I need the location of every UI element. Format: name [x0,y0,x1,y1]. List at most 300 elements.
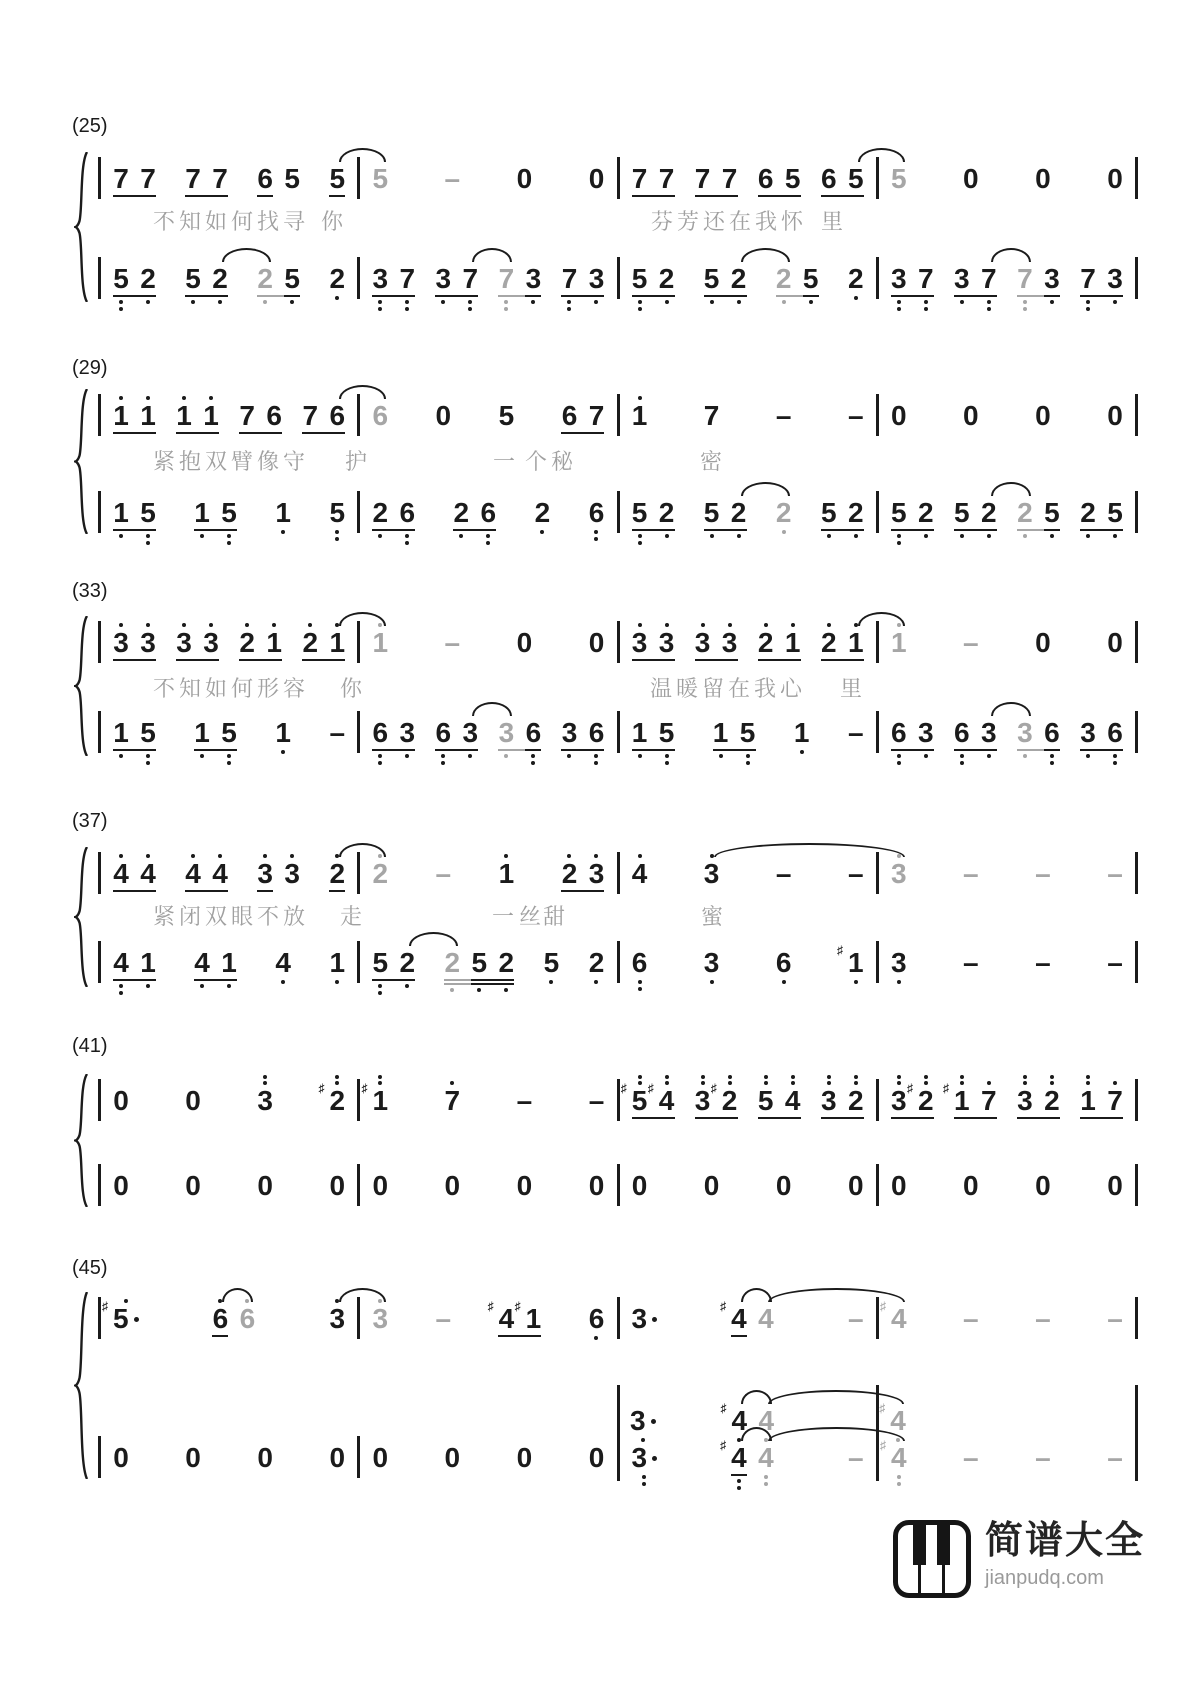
beam-line [113,659,140,662]
octave-dots-below [665,754,669,765]
note-body [981,499,997,527]
beat-group [372,1290,388,1336]
octave-dots-below [146,984,150,988]
note [963,387,979,433]
beam-line [140,195,156,198]
note-digit: 3 [954,263,970,294]
octave-dots-below [897,754,901,765]
beam-area [659,657,675,661]
note-body [785,1087,801,1115]
note [836,934,864,984]
note-body [848,499,864,527]
beam-line [462,295,478,298]
beam-area [525,747,541,751]
note-body [589,949,605,977]
note-digit: 0 [516,1442,533,1473]
note [372,614,388,660]
lyric-char: 里 [840,676,863,701]
note [113,1157,129,1203]
beam-line [891,1117,918,1120]
beat-group [891,387,907,433]
beam-area [372,977,388,981]
beam-line [722,195,738,198]
logo-text [985,1520,1145,1590]
beam-area [588,430,604,434]
beam-line [212,195,228,198]
lyric-char: 甜 [543,904,566,929]
sharp-sign: ♯ [720,1401,727,1415]
octave-dots-below [200,984,204,988]
beam-area [399,527,415,531]
beam-area [1044,1115,1060,1119]
note [722,614,738,664]
note [185,1072,201,1118]
staff-row-melody [98,1072,1138,1136]
beam-area [113,293,129,297]
lyric-char: 知 [179,676,202,701]
note-body [372,860,388,888]
beam-line [561,295,588,298]
note-body [1107,719,1123,747]
note [1044,1072,1060,1122]
beat-group [275,934,291,984]
octave-dot [119,991,123,995]
note-digit: 1 [793,717,810,748]
octave-dots-below [737,534,741,538]
note [399,704,415,765]
note-digit: 6 [561,400,578,431]
octave-dot [281,750,285,754]
beat-group [1035,934,1051,980]
note-body [1035,860,1051,888]
beat-group [361,1072,389,1118]
note-digit: 0 [372,1442,389,1473]
beam-area [176,657,192,661]
beat-group [257,845,300,895]
note-digit: 0 [1035,163,1051,194]
octave-dot [405,534,409,538]
note [453,484,469,545]
octave-dot [987,300,991,304]
dash [1107,934,1123,980]
beam-area [185,888,201,892]
lyric-char: 闭 [179,904,202,929]
note-digit: 3 [820,1085,837,1116]
note-digit: – [444,163,461,194]
beam-line [498,295,525,298]
note-body [589,629,605,657]
beam-line [140,659,156,662]
note-body [212,265,228,293]
beam-area [399,747,415,751]
note-body [194,719,210,747]
note-body [695,1087,711,1115]
beat-group [891,614,907,660]
note-body [740,719,756,747]
beam-area [758,657,774,661]
beam-area [695,193,711,197]
note-body [266,629,282,657]
note [113,250,129,311]
note-body [399,949,415,977]
note [534,484,550,534]
beam-area [194,747,210,751]
measure [879,704,1135,765]
note [713,704,729,765]
note-digit: 6 [588,497,605,528]
octave-dot [1023,754,1027,758]
note [632,704,648,765]
dash [435,1290,451,1336]
note-body [1035,1172,1051,1200]
octave-dots-below [378,754,382,765]
note [588,484,604,541]
note-digit: 0 [329,1170,346,1201]
note [981,250,997,311]
octave-dot [764,1482,768,1486]
note-body [647,1081,675,1116]
note-digit: 3 [372,1303,389,1334]
octave-dot [728,1075,732,1079]
note [588,614,604,660]
note-body [758,165,774,193]
note [444,1157,460,1203]
note-digit: 6 [239,1303,256,1334]
octave-dot [594,1336,598,1340]
octave-dot [146,754,150,758]
note [1080,484,1096,538]
octave-dot [665,534,669,538]
beam-line [659,529,675,532]
octave-dot [638,1075,642,1079]
dash [963,845,979,891]
note [1035,614,1051,660]
note-digit: 5 [284,163,300,194]
octave-dot [638,307,642,311]
octave-dots-below [119,534,123,538]
beat-group [257,1429,273,1475]
note-digit: 5 [631,497,648,528]
note [140,704,156,765]
beat-group [632,484,675,545]
octave-dot [594,537,598,541]
octave-dot [897,541,901,545]
system-brace [74,1292,90,1479]
beam-area [284,293,300,297]
octave-dots-below [218,300,222,304]
note-digit: 2 [658,497,675,528]
beam-line [659,659,675,662]
octave-dots-below [1023,300,1027,311]
octave-dots-below [290,300,294,304]
beat-group [1035,1429,1051,1475]
octave-dots-below [567,300,571,311]
note-digit: 1 [113,717,129,748]
beam-line [785,659,801,662]
note-digit: 7 [981,1085,997,1116]
beat-group [194,934,237,988]
note-body [785,629,801,657]
octave-dot [146,761,150,765]
note [275,704,291,754]
octave-dots-below [146,754,150,765]
note-body [758,1305,774,1333]
note [695,614,711,664]
beam-line [632,529,659,532]
octave-dot [441,754,445,758]
staff-row-melody [98,614,1138,678]
measure [360,1072,616,1118]
lyric-char: 寻 [283,209,306,234]
note [257,1157,273,1203]
beat-group [632,1290,658,1336]
octave-dots-below [335,980,339,984]
octave-dots-below [281,530,285,534]
beat-group [257,1072,273,1118]
note [372,1290,388,1336]
note-body [589,1087,605,1115]
note-body [140,165,156,193]
beam-area [695,1115,711,1119]
beam-area [113,193,129,197]
octave-dot [531,761,535,765]
note-digit: – [963,627,979,658]
beat-group [1107,1290,1123,1336]
beam-line [203,659,219,662]
beam-line [113,749,140,752]
note-body [445,1087,461,1115]
beat-group [113,150,156,200]
octave-dots-below [897,1475,901,1486]
note-digit: 1 [140,947,156,978]
octave-dot [897,307,901,311]
note-body [981,1087,997,1115]
octave-dot [960,761,964,765]
octave-dot [764,1075,768,1079]
measure [620,1429,876,1490]
beat-group [498,845,514,891]
note-body [372,1444,388,1472]
note [758,1290,774,1340]
beat-group [113,1072,129,1118]
note [372,150,388,196]
note [516,1157,532,1203]
beat-group [498,387,514,433]
note-body [318,1081,346,1116]
beam-area [848,193,864,197]
note-body [472,949,488,977]
beat-group [954,250,997,311]
octave-dots-below [227,534,231,545]
lyric-char: 我 [754,676,777,701]
note-digit: 1 [176,400,192,431]
note-digit: 0 [113,1442,129,1473]
beam-area [453,527,469,531]
beam-line [848,195,864,198]
dash [1107,1429,1123,1475]
beat-group [1017,250,1060,311]
note-body [963,1444,979,1472]
beam-area [257,888,273,892]
note-body [848,265,864,293]
note-digit: 3 [329,1303,346,1334]
barline [1135,1164,1138,1206]
note [848,250,864,300]
lyric-char: 一 [493,449,516,474]
measure [360,484,616,545]
note-digit: 6 [757,163,774,194]
beat-group [891,484,934,545]
beam-area [113,657,129,661]
note-body [436,1305,452,1333]
staff-row-bass [98,704,1138,768]
beam-area [659,1115,675,1119]
octave-dots-below [897,534,901,545]
octave-dot [924,307,928,311]
note [543,934,559,984]
beam-area [140,747,156,751]
note [848,150,864,200]
octave-dot [146,541,150,545]
note-digit: 0 [703,1170,720,1201]
measure-number: (37) [72,810,108,832]
beam-line [498,979,514,982]
note-digit: 0 [588,1170,605,1201]
beam-area [399,293,415,297]
octave-dot [200,984,204,988]
note-body [517,629,533,657]
barline [1135,1079,1138,1121]
beam-line [257,295,284,298]
sharp-sign: ♯ [836,943,843,957]
octave-dots-below [450,988,454,992]
beam-line [954,529,981,532]
octave-dots-below [854,980,858,984]
note [372,934,388,995]
beam-area [954,747,970,751]
note-body [329,1305,345,1333]
beam-line [1017,1117,1044,1120]
octave-dot [146,984,150,988]
beam-line [444,979,471,982]
note-body [140,719,156,747]
beam-area [444,977,460,985]
octave-dot [1113,534,1117,538]
note-digit: 0 [1107,1170,1123,1201]
beam-line [113,295,140,298]
octave-dot [1050,1075,1054,1079]
note-digit: 2 [730,263,747,294]
measure [360,1429,616,1475]
beam-area [918,747,934,751]
note [918,250,934,311]
beam-area [140,657,156,661]
beam-line [918,529,934,532]
beat-group [879,1290,907,1336]
note [891,704,907,765]
note [803,250,819,304]
note-digit: 7 [658,163,675,194]
note-body [1035,402,1051,430]
lyric-char: 我 [755,209,778,234]
beam-line [1017,749,1044,752]
octave-dots-below [504,988,508,992]
lyric-char: 眼 [231,904,254,929]
staff-row-melody [98,845,1138,909]
beam-area [722,1115,738,1119]
octave-dots-below [531,300,535,304]
beam-area [1017,747,1033,751]
lyric-char: 一 [492,904,515,929]
note-digit: 7 [498,263,515,294]
note [954,250,970,311]
note [444,934,460,992]
note-body [240,1305,256,1333]
beat-group [372,614,388,660]
note [329,150,345,200]
note-body [891,629,907,657]
measure [879,1290,1135,1336]
note [102,1290,139,1336]
octave-dots-below [191,300,195,304]
octave-dots-below [405,754,409,758]
beam-line [239,659,266,662]
note [525,250,541,311]
measure-number: (41) [72,1035,108,1057]
note-body [113,1172,129,1200]
note [963,150,979,196]
note [462,704,478,765]
beam-line [695,195,722,198]
octave-dots-below [1050,534,1054,538]
beam-area [140,193,156,197]
beat-group [704,845,720,891]
octave-dot [200,754,204,758]
octave-dot [1086,534,1090,538]
beam-line [372,529,399,532]
note-digit: 3 [981,717,997,748]
note-digit: 5 [890,497,907,528]
barline [1135,941,1138,983]
beam-line [1107,1117,1123,1120]
octave-dot [119,754,123,758]
note [1017,250,1033,311]
note [891,1072,907,1122]
note-body [372,629,388,657]
note [372,387,388,433]
note-digit: 6 [954,717,970,748]
octave-dot [405,541,409,545]
beam-area [221,747,237,751]
note-digit: 4 [890,1303,907,1334]
note [659,614,675,664]
note-digit: 1 [194,717,210,748]
measure [620,250,876,311]
beat-group [329,934,345,984]
note-digit: 4 [275,947,291,978]
octave-dot [897,1475,901,1479]
beat-group [704,1157,720,1203]
beat-group [212,1290,255,1340]
beat-group [632,250,675,311]
note-body [102,1299,139,1334]
beam-area [632,1115,648,1119]
beat-group [444,1157,460,1203]
note-digit: 3 [890,263,907,294]
note [891,250,907,311]
note-digit: 5 [372,947,389,978]
note-digit: 4 [185,858,201,889]
